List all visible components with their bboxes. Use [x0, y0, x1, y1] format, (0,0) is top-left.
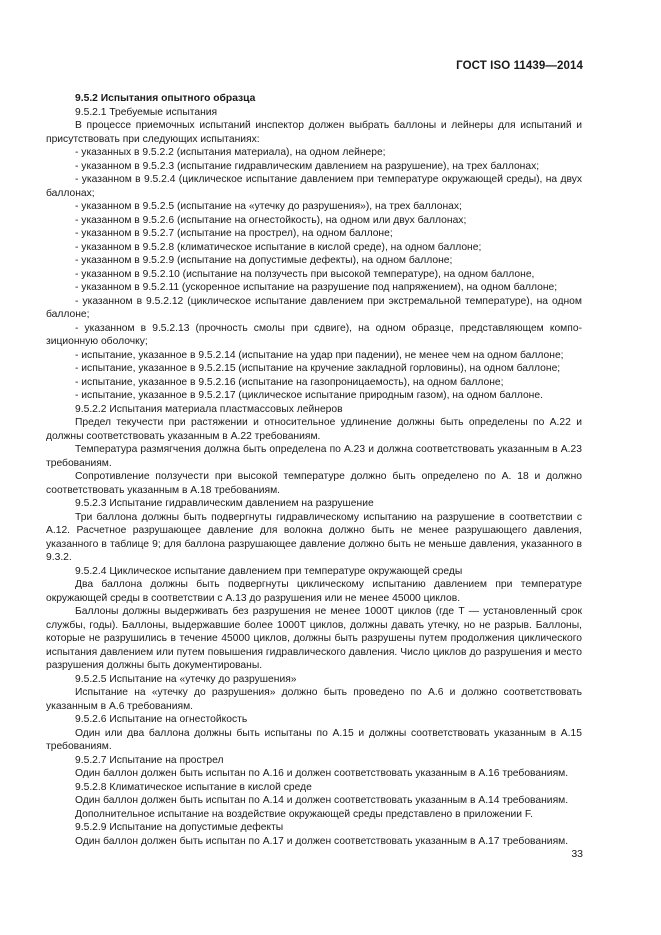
- list-item: - испытание, указанное в 9.5.2.15 (испытание на кручение закладной горловины), на одном баллоне;: [75, 363, 561, 374]
- list-item: - указанном в 9.5.2.8 (климатическое испытание в кислой среде), на одном баллоне;: [75, 241, 482, 253]
- subsection-heading: 9.5.2.8 Климатическое испытание в кислой среде: [75, 781, 312, 793]
- list-item: - указанном в 9.5.2.4 (циклическое испытание давлением при температуре окружающей среды), на двух баллонах;: [46, 174, 582, 199]
- list-item: - указанном в 9.5.2.10 (испытание на ползучесть при высокой температуре), на одном баллоне,: [75, 268, 535, 280]
- subsection-heading: 9.5.2.1 Требуемые испытания: [75, 106, 218, 118]
- subsection-heading: 9.5.2.2 Испытания материала пластмассовых лейнеров: [75, 403, 343, 415]
- paragraph: Баллоны должны выдерживать без разрушения не менее 1000T циклов (где T — установленный срок службы, годы). Баллоны, выдержавшие более 1000T циклов, должны давать утечку, но не разрыв. Баллоны, которые не разрушились в течение 45000 циклов, должны быть разрушены путем продолжения циклического испытания давлением или путем повышения гидравлического давления. Число циклов до разрушения и место разрушения должны быть документированы.: [46, 606, 582, 671]
- list-item: - указанном в 9.5.2.3 (испытание гидравлическим давлением на разрушение), на трех баллонах;: [75, 160, 540, 172]
- list-item: - указанном в 9.5.2.9 (испытание на допустимые дефекты), на одном баллоне;: [75, 255, 453, 266]
- paragraph: Дополнительное испытание на воздействие окружающей среды представлено в приложении F.: [75, 808, 533, 820]
- subsection-heading: 9.5.2.5 Испытание на «утечку до разрушения»: [75, 673, 297, 685]
- list-item: - испытание, указанное в 9.5.2.16 (испытание на газопроницаемость), на одном баллоне;: [75, 376, 504, 388]
- list-item: - испытание, указанное в 9.5.2.17 (циклическое испытание природным газом), на одном баллоне.: [75, 390, 543, 401]
- paragraph: Один баллон должен быть испытан по А.17 и должен соответствовать указанным в А.17 требованиям.: [75, 835, 569, 847]
- paragraph: Один баллон должен быть испытан по А.14 и должен соответствовать указанным в А.14 требованиям.: [75, 795, 569, 806]
- paragraph: Один или два баллона должны быть испытаны по А.15 и должны соответствовать указанным в А.15 требованиям.: [46, 727, 582, 752]
- list-item: - указанном в 9.5.2.6 (испытание на огнестойкость), на одном или двух баллонах;: [75, 214, 467, 226]
- section-heading: 9.5.2 Испытания опытного образца: [75, 93, 256, 104]
- list-item: - испытание, указанное в 9.5.2.14 (испытание на удар при падении), не менее чем на одном баллоне;: [75, 349, 564, 361]
- paragraph: В процессе приемочных испытаний инспектор должен выбрать баллоны и лейнеры для испытаний и присутствовать при следующих испытаниях:: [46, 120, 582, 145]
- list-item: - указанном в 9.5.2.7 (испытание на прострел), на одном баллоне;: [75, 228, 393, 239]
- paragraph: Два баллона должны быть подвергнуты циклическому испытанию давлением при температуре окружающей среды в соответствии с А.13 до разрушения или не менее 45000 циклов.: [46, 579, 582, 604]
- subsection-heading: 9.5.2.9 Испытание на допустимые дефекты: [75, 822, 284, 833]
- paragraph: Предел текучести при растяжении и относительное удлинение должны быть определены по А.22 и должны соответствовать указанным в А.22 требованиям.: [46, 417, 582, 442]
- page-number: 33: [571, 848, 583, 860]
- list-item: - указанном в 9.5.2.5 (испытание на «утечку до разрушения»), на трех баллонах;: [75, 201, 462, 212]
- paragraph: Испытание на «утечку до разрушения» должно быть проведено по А.6 и должно соответствовать указанным в А.6 требованиям.: [46, 687, 582, 712]
- paragraph: Сопротивление ползучести при высокой температуре должно быть определено по А. 18 и должно соответствовать указанным в А.18 требованиям.: [46, 471, 582, 496]
- list-item: - указанном в 9.5.2.13 (прочность смолы при сдвиге), на одном образце, представляющем композиционную оболочку;: [46, 322, 582, 347]
- paragraph: Температура размягчения должна быть определена по А.23 и должна соответствовать указанным в А.23 требованиям.: [46, 444, 582, 469]
- list-item: - указанном в 9.5.2.11 (ускоренное испытание на разрушение под напряжением), на одном баллоне;: [75, 282, 558, 293]
- document-code: ГОСТ ISO 11439—2014: [456, 60, 583, 72]
- paragraph: Один баллон должен быть испытан по А.16 и должен соответствовать указанным в А.16 требованиям.: [75, 768, 569, 779]
- subsection-heading: 9.5.2.7 Испытание на прострел: [75, 754, 224, 766]
- document-body: [46, 92, 582, 848]
- subsection-heading: 9.5.2.4 Циклическое испытание давлением при температуре окружающей среды: [75, 565, 463, 577]
- subsection-heading: 9.5.2.6 Испытание на огнестойкость: [75, 714, 248, 725]
- list-item: - указанном в 9.5.2.12 (циклическое испытание давлением при экстремальной температуре), на одном баллоне;: [46, 295, 582, 320]
- paragraph: Три баллона должны быть подвергнуты гидравлическому испытанию на разрушение в соответствии с А.12. Расчетное разрушающее давление для волокна должно быть не менее разрушающего давления, указанного в таблице 9; для баллона разрушающее давление должно быть не меньше давления, указанного в 9.3.2.: [46, 511, 582, 563]
- list-item: - указанных в 9.5.2.2 (испытания материала), на одном лейнере;: [75, 147, 386, 158]
- subsection-heading: 9.5.2.3 Испытание гидравлическим давлением на разрушение: [75, 498, 374, 509]
